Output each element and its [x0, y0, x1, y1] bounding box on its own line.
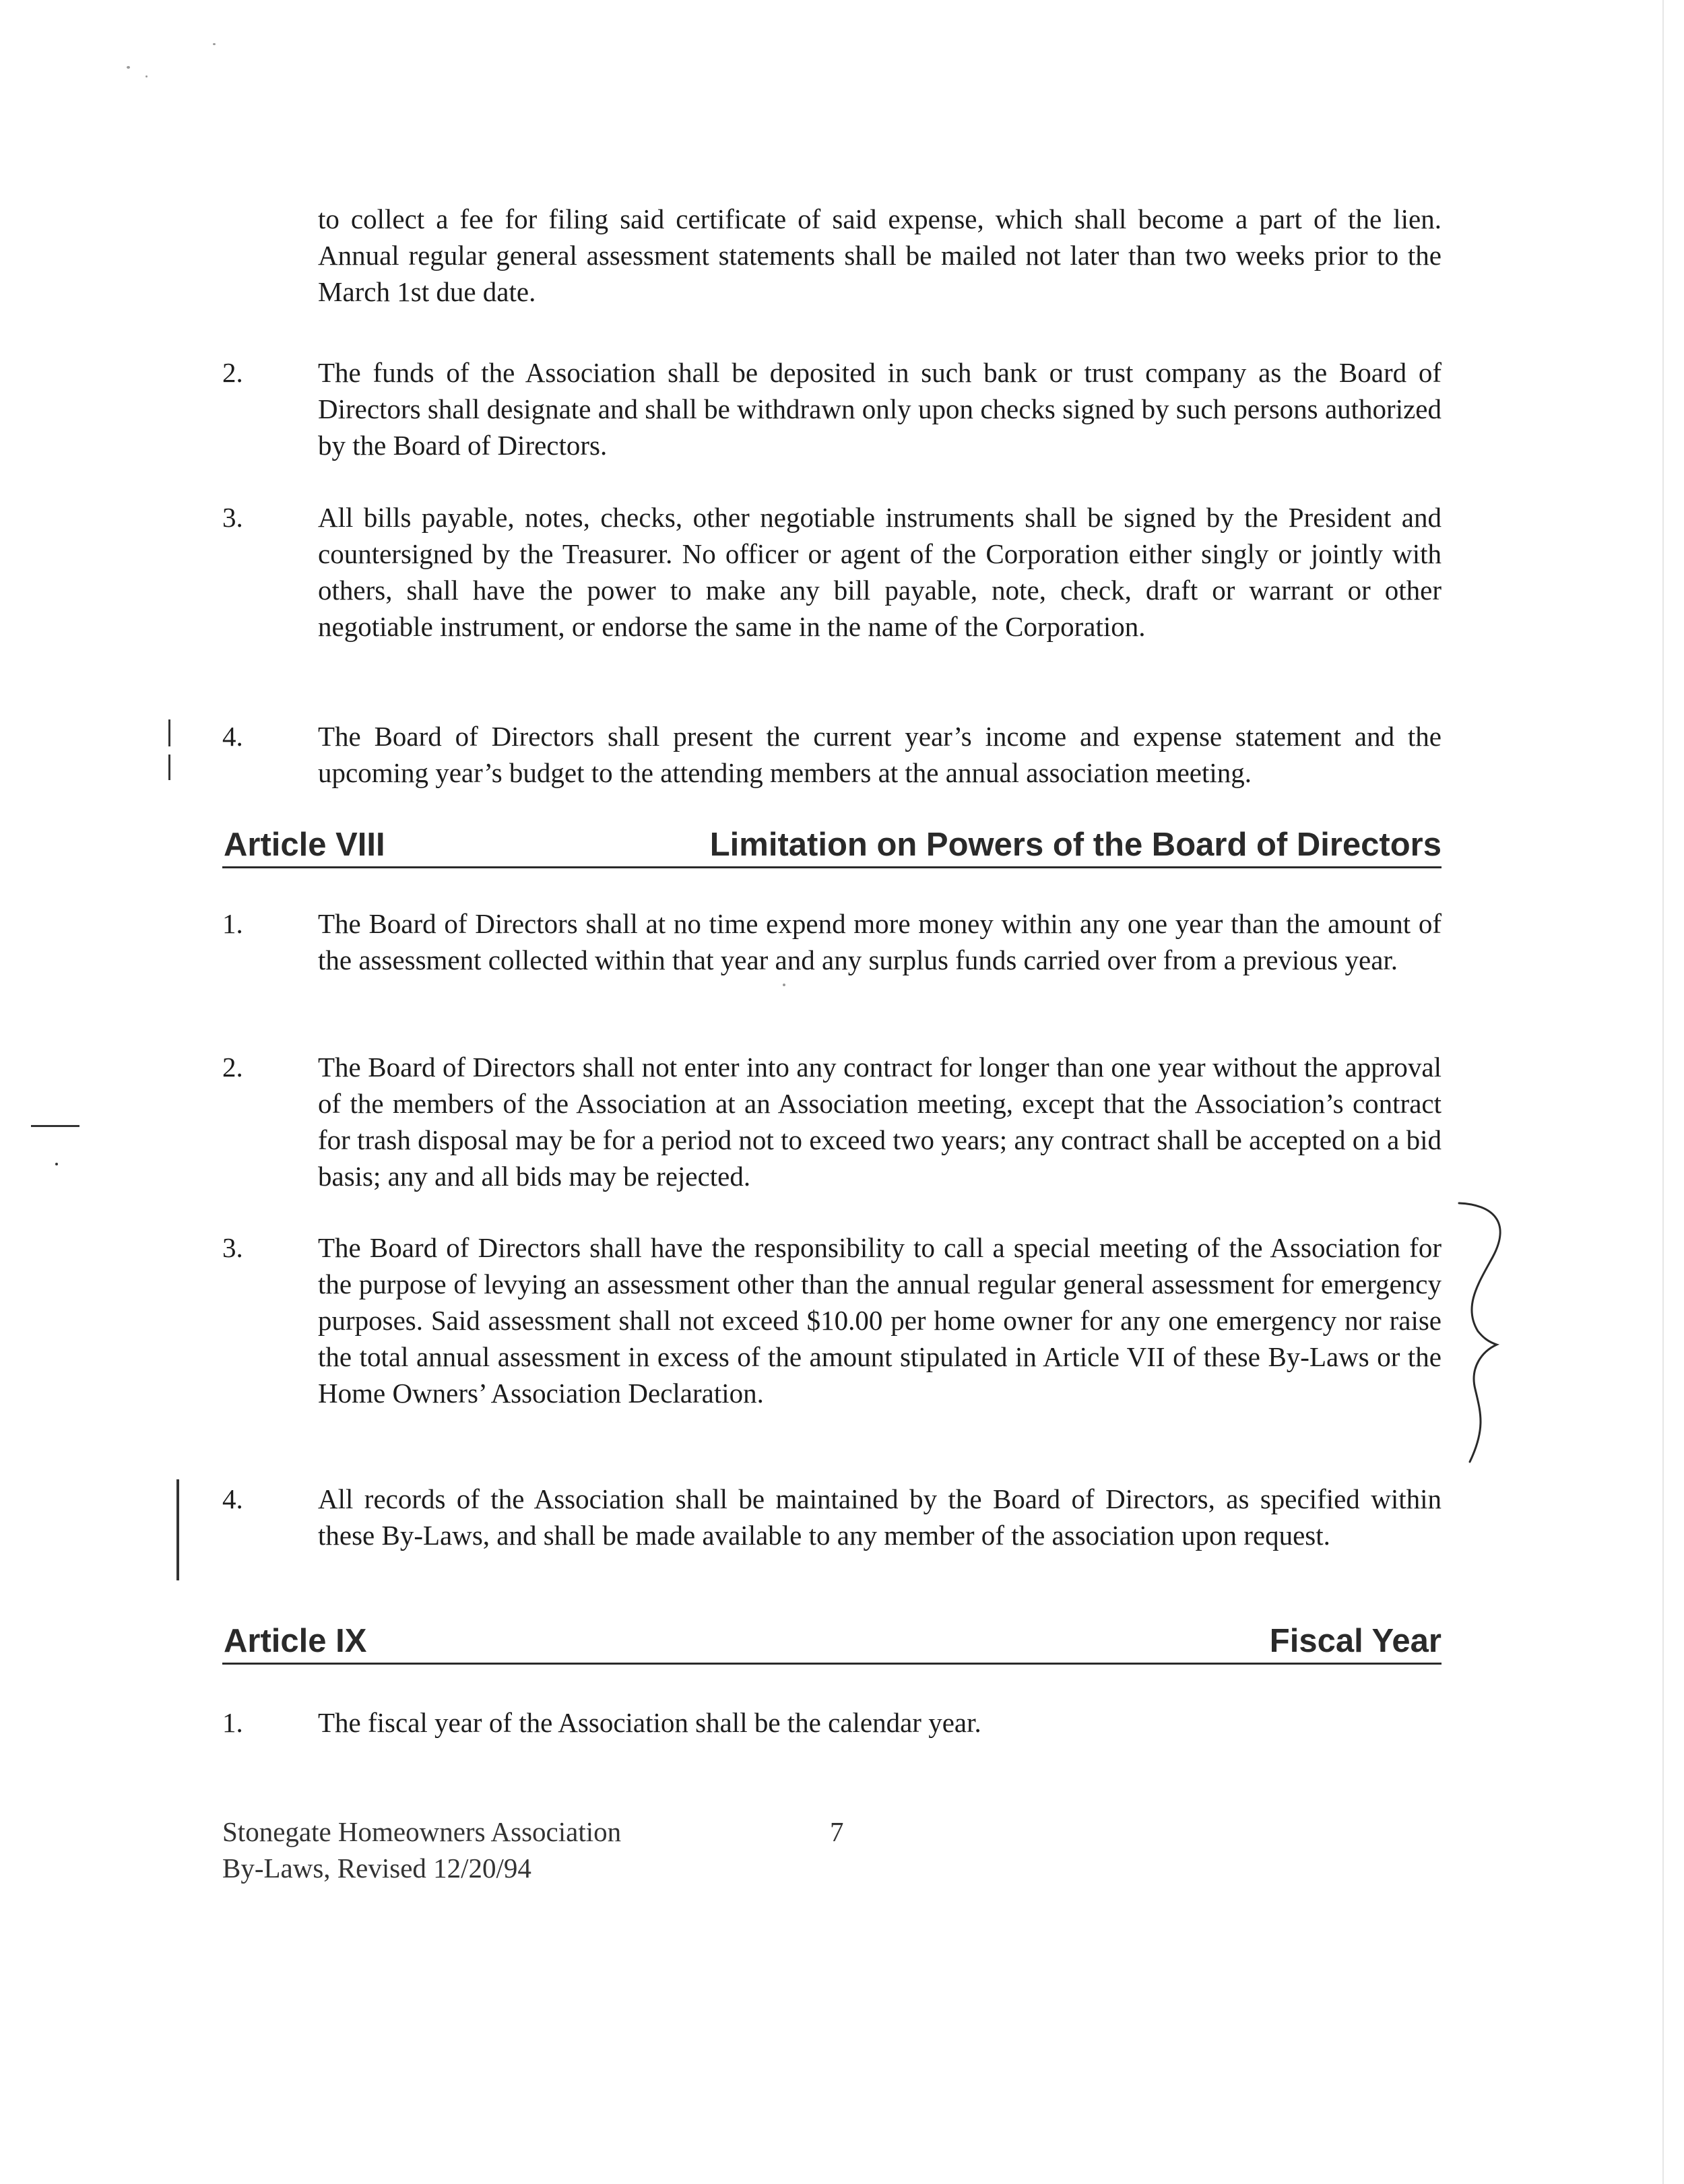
article-vii-item-4: The Board of Directors shall present the current year’s income and expense statement and the upcoming year’s budget to the attending members at the annual association meeting. — [318, 721, 1442, 788]
article-ix-item-1: The fiscal year of the Association shall be the calendar year. — [318, 1707, 981, 1738]
page-number: 7 — [830, 1816, 844, 1847]
item-number: 3. — [222, 502, 243, 533]
item-number: 4. — [222, 721, 243, 752]
margin-dash-mark — [31, 1125, 79, 1127]
article-title: Limitation on Powers of the Board of Directors — [709, 827, 1442, 863]
scan-speck — [213, 43, 216, 45]
page-footer — [222, 1813, 621, 1886]
margin-revision-mark — [176, 1479, 179, 1580]
article-viii-item-1: The Board of Directors shall at no time expend more money within any one year than the amount of the assessment collected within that year and any surplus funds carried over from a previous year. — [318, 908, 1442, 975]
footer-line-2: By-Laws, Revised 12/20/94 — [222, 1853, 531, 1884]
article-viii-heading — [222, 823, 1442, 868]
article-vii-item-3: All bills payable, notes, checks, other negotiable instruments shall be signed by the President and countersigned by the Treasurer. No officer or agent of the Corporation either singly or jointly with others, shall have the power to make any bill payable, note, check, draft or warrant or other negotiable instrument, or endorse the same in the name of the Corporation. — [318, 502, 1442, 642]
margin-dot-mark — [55, 1163, 58, 1165]
scan-edge — [1662, 0, 1664, 2184]
continuation-paragraph: to collect a fee for filing said certificate of said expense, which shall become a part of the lien. Annual regular general assessment statements shall be mailed not later than two weeks prior to the March 1st due date. — [318, 203, 1442, 307]
scan-speck — [783, 984, 785, 986]
article-viii-item-3: The Board of Directors shall have the responsibility to call a special meeting of the Association for the purpose of levying an assessment other than the annual regular general assessment for emergency purposes. Said assessment shall not exceed $10.00 per home owner for any one emergency nor raise the total annual assessment in excess of the amount stipulated in Article VII of these By-Laws or the Home Owners’ Association Declaration. — [318, 1232, 1442, 1409]
item-number: 3. — [222, 1232, 243, 1263]
article-ix-heading — [222, 1619, 1442, 1665]
scan-speck — [145, 75, 148, 77]
scan-speck — [127, 66, 130, 69]
item-number: 2. — [222, 357, 243, 388]
article-label: Article VIII — [224, 827, 385, 863]
article-viii-item-4: All records of the Association shall be maintained by the Board of Directors, as specified within these By-Laws, and shall be made available to any member of the association upon request. — [318, 1483, 1442, 1551]
footer-line-1: Stonegate Homeowners Association — [222, 1816, 622, 1847]
article-viii-item-2: The Board of Directors shall not enter into any contract for longer than one year without the approval of the members of the Association at an Association meeting, except that the Association’s contract for trash disposal may be for a period not to exceed two years; any contract shall be accepted on a bid basis; any and all bids may be rejected. — [318, 1052, 1442, 1192]
item-number: 1. — [222, 1707, 243, 1738]
margin-revision-mark — [168, 719, 170, 746]
article-vii-item-2: The funds of the Association shall be deposited in such bank or trust company as the Board of Directors shall designate and shall be withdrawn only upon checks signed by such persons authorized by the Board of Directors. — [318, 357, 1442, 461]
item-number: 2. — [222, 1052, 243, 1083]
handwritten-brace — [1439, 1199, 1520, 1469]
item-number: 1. — [222, 908, 243, 939]
item-number: 4. — [222, 1483, 243, 1514]
margin-revision-mark — [168, 754, 170, 780]
article-label: Article IX — [224, 1623, 367, 1659]
article-title: Fiscal Year — [1269, 1623, 1442, 1659]
